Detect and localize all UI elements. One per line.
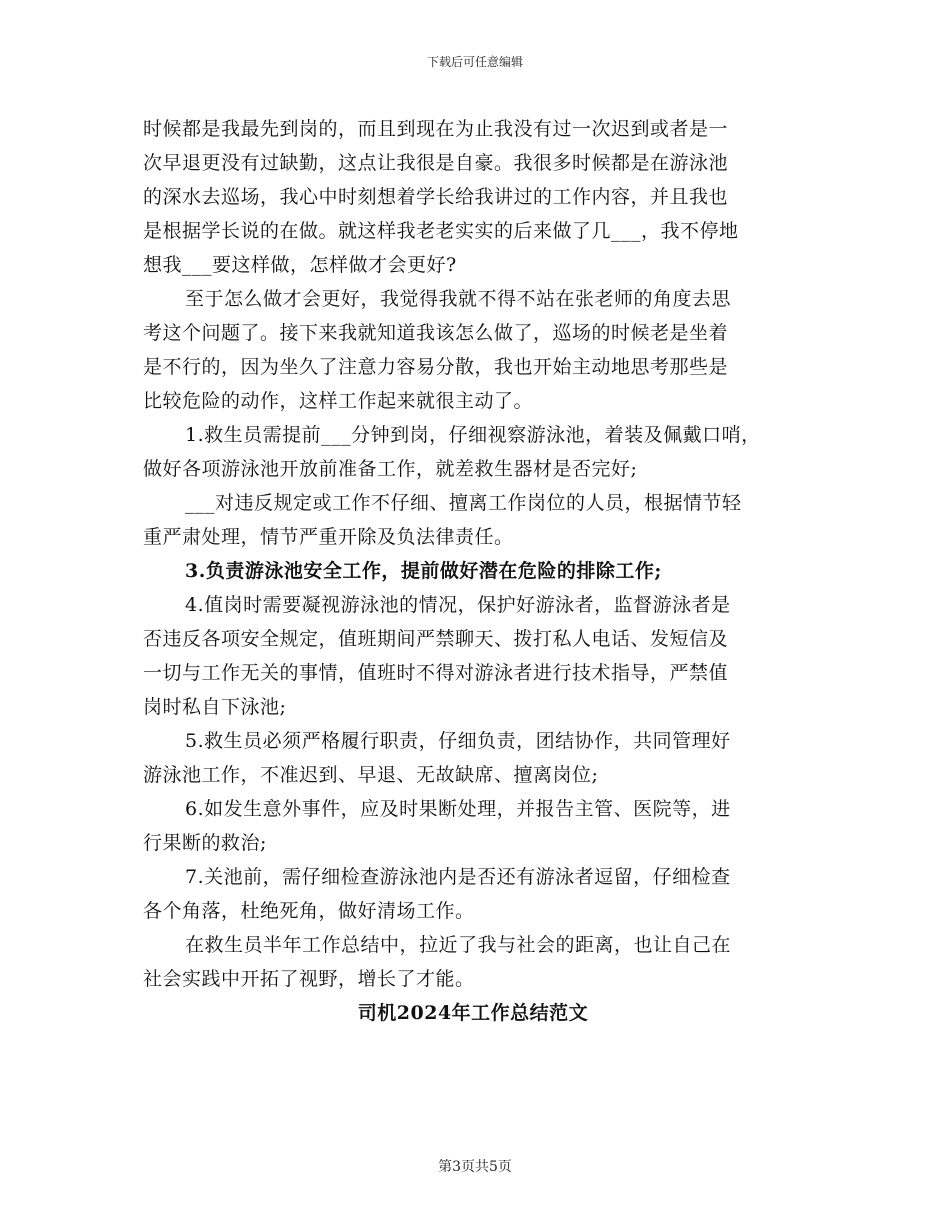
- text-line: 至于怎么做才会更好，我觉得我就不得不站在张老师的角度去思: [185, 288, 732, 310]
- text-line: 各个角落，杜绝死角，做好清场工作。: [143, 900, 475, 922]
- text-line: 游泳池工作，不准迟到、早退、无故缺席、擅离岗位;: [143, 764, 599, 786]
- page-header: 下载后可任意编辑: [426, 55, 523, 69]
- document-body: [143, 112, 813, 1030]
- list-item-7: 7.关池前，需仔细检查游泳池内是否还有游泳者逗留，仔细检查: [185, 866, 731, 888]
- section-title: 司机2024年工作总结范文: [357, 1002, 589, 1024]
- text-line: 否违反各项安全规定，值班期间严禁聊天、拨打私人电话、发短信及: [143, 628, 729, 650]
- text-line: 想我___要这样做，怎样做才会更好?: [143, 254, 457, 276]
- text-line: 时候都是我最先到岗的，而且到现在为止我没有过一次迟到或者是一: [143, 118, 729, 140]
- text-line: 次早退更没有过缺勤，这点让我很是自豪。我很多时候都是在游泳池: [143, 152, 729, 174]
- text-line: 行果断的救治;: [143, 832, 267, 854]
- list-item-1: 1.救生员需提前___分钟到岗，仔细视察游泳池，着装及佩戴口哨，: [185, 424, 761, 446]
- text-line: 重严肃处理，情节严重开除及负法律责任。: [143, 526, 514, 548]
- text-line: 一切与工作无关的事情，值班时不得对游泳者进行技术指导，严禁值: [143, 662, 729, 684]
- text-line: 社会实践中开拓了视野，增长了才能。: [143, 968, 475, 990]
- list-item-2: ___对违反规定或工作不仔细、擅离工作岗位的人员，根据情节轻: [185, 492, 742, 514]
- list-item-6: 6.如发生意外事件，应及时果断处理，并报告主管、医院等，进: [185, 798, 731, 820]
- text-line: 比较危险的动作，这样工作起来就很主动了。: [143, 390, 534, 412]
- list-item-4: 4.值岗时需要凝视游泳池的情况，保护好游泳者，监督游泳者是: [185, 594, 731, 616]
- text-line: 的深水去巡场，我心中时刻想着学长给我讲过的工作内容，并且我也: [143, 186, 729, 208]
- list-item-3: 3.负责游泳池安全工作，提前做好潜在危险的排除工作;: [185, 560, 662, 582]
- list-item-5: 5.救生员必须严格履行职责，仔细负责，团结协作，共同管理好: [185, 730, 731, 752]
- text-line: 是根据学长说的在做。就这样我老老实实的后来做了几___，我不停地: [143, 220, 739, 242]
- text-line: 岗时私自下泳池;: [143, 696, 287, 718]
- text-line: 是不行的，因为坐久了注意力容易分散，我也开始主动地思考那些是: [143, 356, 729, 378]
- text-line: 在救生员半年工作总结中，拉近了我与社会的距离，也让自己在: [185, 934, 732, 956]
- text-line: 考这个问题了。接下来我就知道我该怎么做了，巡场的时候老是坐着: [143, 322, 729, 344]
- text-line: 做好各项游泳池开放前准备工作，就差救生器材是否完好;: [143, 458, 638, 480]
- page-footer: 第3页共5页: [438, 1159, 512, 1175]
